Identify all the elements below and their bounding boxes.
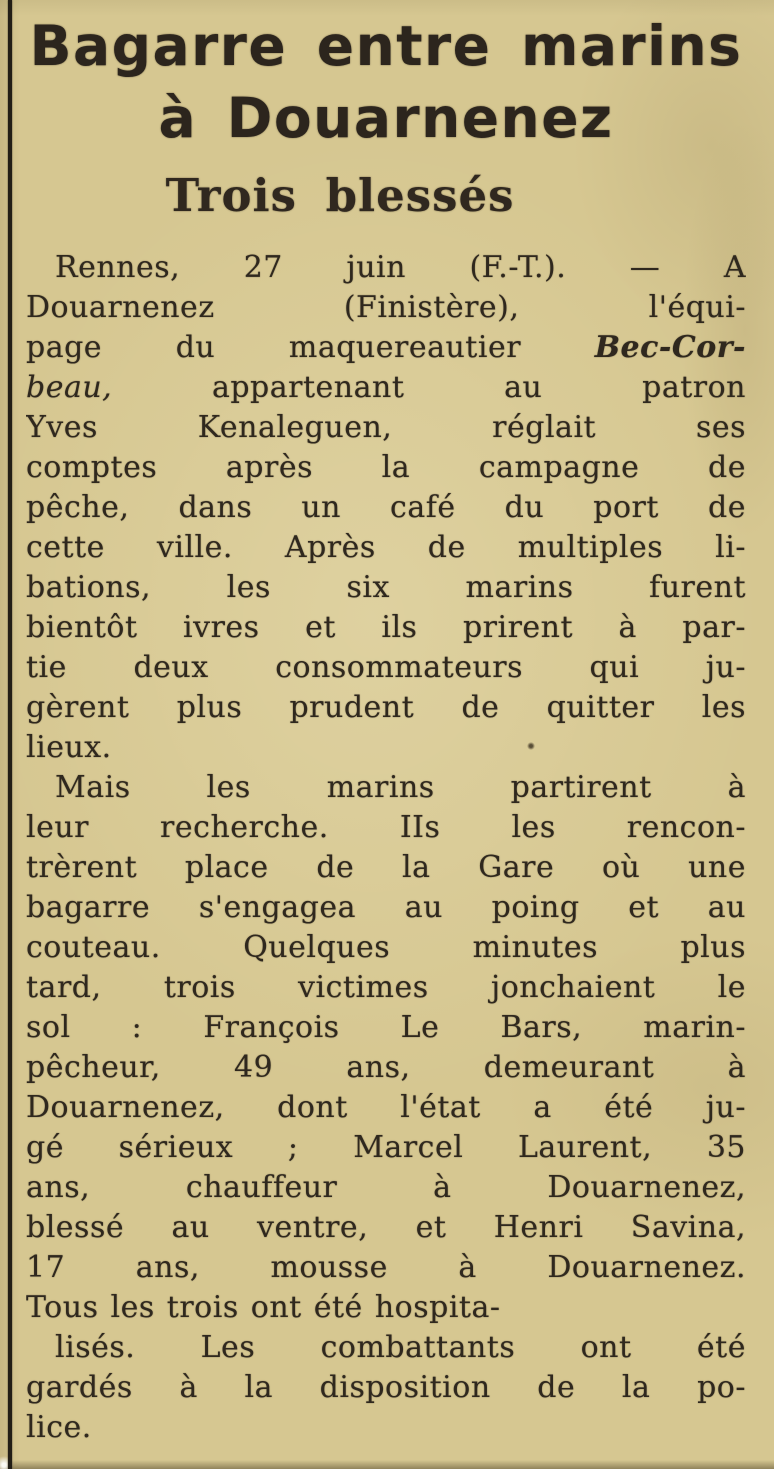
article-body	[26, 248, 746, 1448]
text-line: leur recherche. IIs les rencon-	[26, 810, 746, 845]
headline	[26, 10, 746, 154]
boat-name: Bec-Cor-	[594, 330, 746, 365]
text-line: blessé au ventre, et Henri Savina,	[26, 1210, 746, 1245]
text-line: cette ville. Après de multiples li-	[26, 530, 746, 565]
text-line: Rennes, 27 juin (F.-T.). — A	[55, 250, 746, 285]
text-line: Douarnenez, dont l'état a été ju-	[26, 1090, 746, 1125]
text-line: Tous les trois ont été hospita-	[26, 1290, 501, 1325]
text-line: bientôt ivres et ils prirent à par-	[26, 610, 746, 645]
headline-line2: à Douarnenez	[158, 86, 614, 150]
article	[26, 10, 746, 1448]
headline-line1: Bagarre entre marins	[29, 14, 743, 78]
text-line: gardés à la disposition de la po-	[26, 1370, 746, 1405]
text-line: gé sérieux ; Marcel Laurent, 35	[26, 1130, 746, 1165]
text-line: Yves Kenaleguen, réglait ses	[26, 410, 746, 445]
text-line: gèrent plus prudent de quitter les	[26, 690, 746, 725]
text-line: bagarre s'engagea au poing et au	[26, 890, 746, 925]
text-line: pêcheur, 49 ans, demeurant à	[26, 1050, 746, 1085]
text-line: Douarnenez (Finistère), l'équi-	[26, 290, 746, 325]
boat-name: beau,	[26, 370, 113, 405]
text-line: pêche, dans un café du port de	[26, 490, 746, 525]
text-line: tie deux consommateurs qui ju-	[26, 650, 746, 685]
text-line: couteau. Quelques minutes plus	[26, 930, 746, 965]
text-line	[26, 328, 746, 368]
text-line: lieux.	[26, 730, 112, 765]
paragraph	[26, 1328, 746, 1448]
text-line: comptes après la campagne de	[26, 450, 746, 485]
paragraph	[26, 768, 746, 1328]
text-line: lisés. Les combattants ont été	[55, 1330, 746, 1365]
text-segment: page du maquereautier	[26, 330, 595, 365]
text-line: lice.	[26, 1410, 92, 1445]
text-segment: appartenant au patron	[112, 370, 746, 405]
text-line: 17 ans, mousse à Douarnenez.	[26, 1250, 746, 1285]
subhead: Trois blessés	[165, 169, 515, 222]
text-line: tard, trois victimes jonchaient le	[26, 970, 746, 1005]
paragraph	[26, 248, 746, 768]
text-line: bations, les six marins furent	[26, 570, 746, 605]
text-line: sol : François Le Bars, marin-	[26, 1010, 746, 1045]
text-line: ans, chauffeur à Douarnenez,	[26, 1170, 746, 1205]
text-line: Mais les marins partirent à	[55, 770, 746, 805]
text-line	[26, 368, 746, 408]
text-line: trèrent place de la Gare où une	[26, 850, 746, 885]
